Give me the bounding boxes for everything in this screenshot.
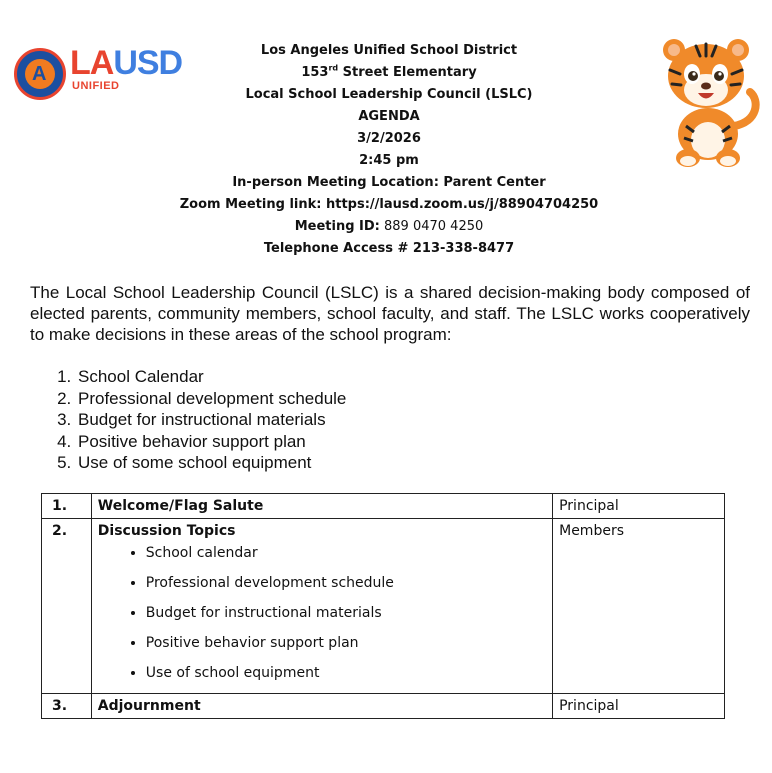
logo-wordmark: LAUSD (70, 44, 183, 82)
agenda-table (41, 493, 725, 719)
table-row (42, 519, 725, 694)
meeting-id: Meeting ID: 889 0470 4250 (294, 219, 484, 234)
meeting-time: 2:45 pm (359, 153, 419, 168)
list-item: 1. School Calendar (76, 366, 346, 388)
list-item: • Positive behavior support plan (146, 635, 546, 651)
list-item: 3. Budget for instructional materials (76, 409, 346, 431)
item-title: Welcome/Flag Salute (91, 494, 552, 519)
list-item: 5. Use of some school equipment (76, 452, 346, 474)
intro-paragraph: The Local School Leadership Council (LSLC) is a shared decision-making body composed of elected parents, community members, school faculty, and staff. The LSLC works cooperatively to make decisions in these areas of the school program: (30, 283, 750, 344)
table-row (42, 494, 725, 519)
list-item: • Use of school equipment (146, 665, 546, 681)
agenda-header (150, 40, 628, 260)
list-item: • Professional development schedule (146, 575, 546, 591)
item-number: 1. (42, 494, 92, 519)
item-owner: Principal (553, 694, 725, 719)
meeting-location: In-person Meeting Location: Parent Center (232, 175, 546, 190)
item-owner: Principal (553, 494, 725, 519)
table-row (42, 694, 725, 719)
item-title: Adjournment (91, 694, 552, 719)
list-item: 4. Positive behavior support plan (76, 431, 346, 453)
decision-areas-list (28, 366, 346, 474)
logo-unified: UNIFIED (72, 80, 120, 92)
item-owner: Members (553, 519, 725, 694)
item-title: Discussion Topics (97, 523, 236, 539)
district-name: Los Angeles Unified School District (260, 43, 518, 58)
meeting-date: 3/2/2026 (357, 131, 421, 146)
telephone-access: Telephone Access # 213-338-8477 (263, 241, 515, 256)
list-item: • Budget for instructional materials (146, 605, 546, 621)
council-name: Local School Leadership Council (LSLC) (245, 87, 533, 102)
doc-title: AGENDA (358, 109, 420, 124)
item-number: 3. (42, 694, 92, 719)
item-number: 2. (42, 519, 92, 694)
discussion-topics-list (98, 545, 546, 689)
zoom-link[interactable]: Zoom Meeting link: https://lausd.zoom.us/j/88904704250 (179, 197, 599, 212)
school-name: 153rd Street Elementary (301, 63, 477, 80)
item-topic-cell (91, 519, 552, 694)
list-item: • School calendar (146, 545, 546, 561)
tiger-mascot-icon (638, 30, 766, 170)
list-item: 2. Professional development schedule (76, 388, 346, 410)
lausd-seal-icon: A (14, 48, 66, 100)
